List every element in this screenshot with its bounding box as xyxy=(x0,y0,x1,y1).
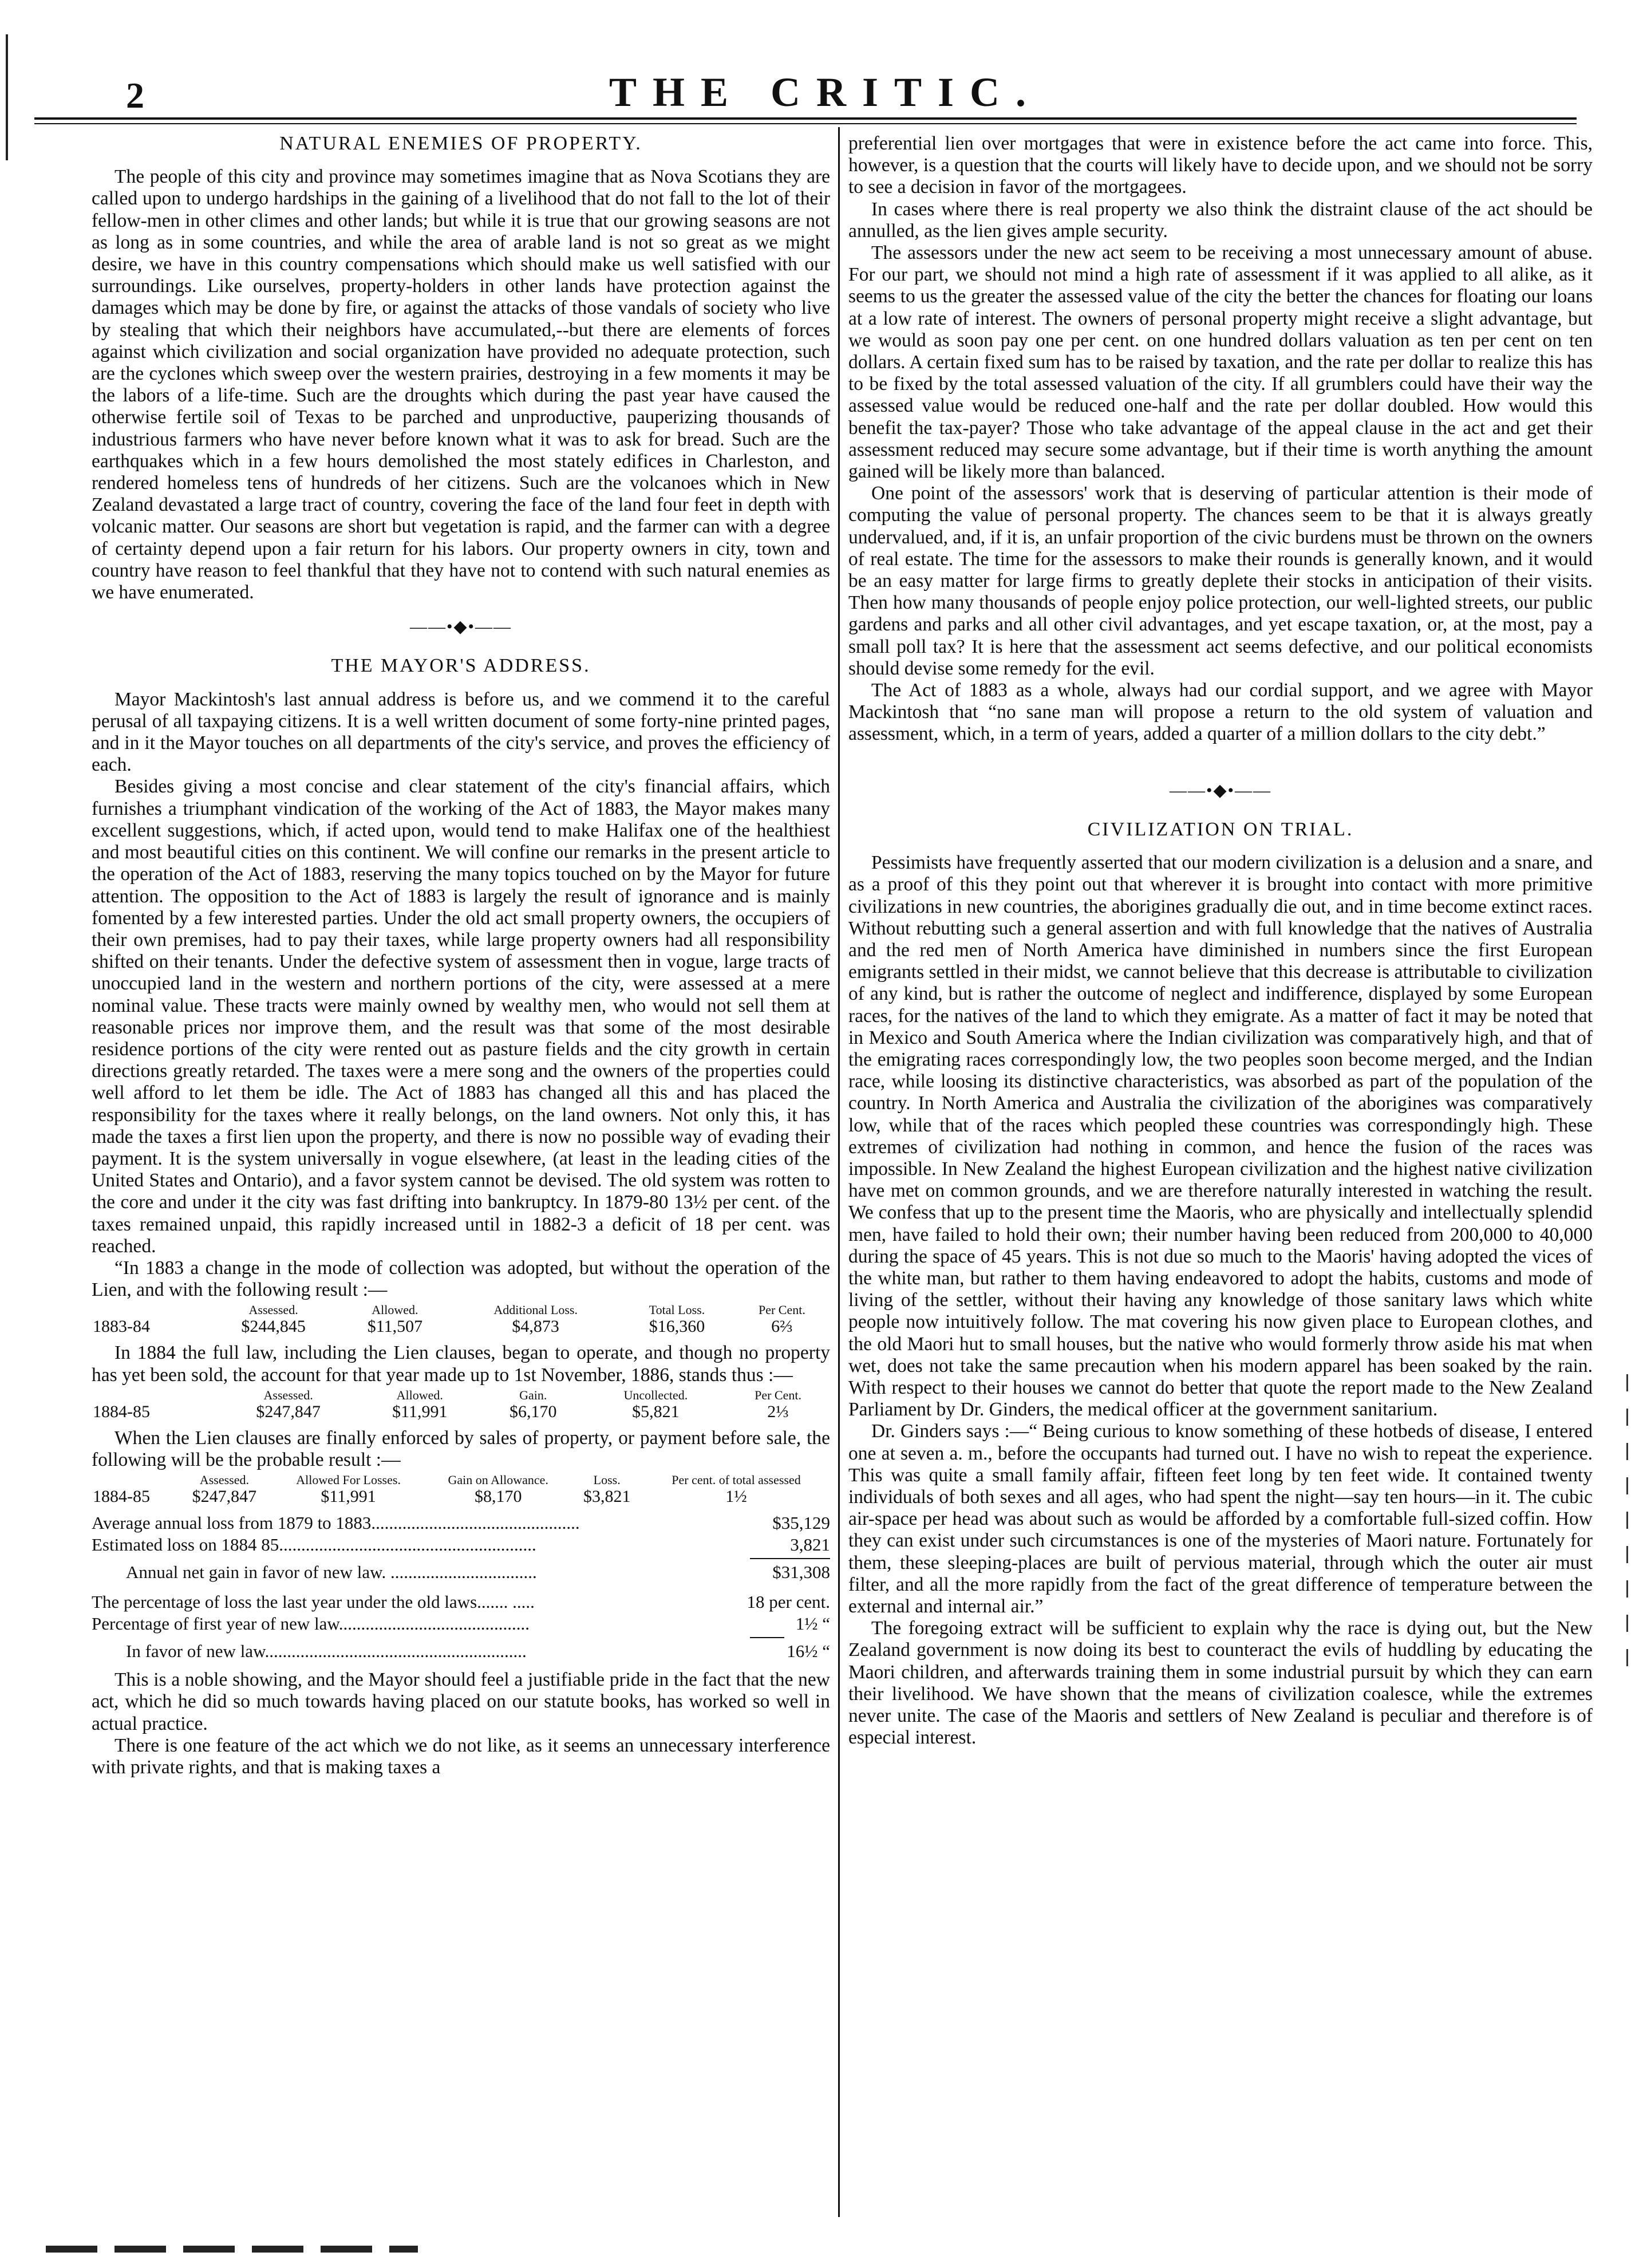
sum-rule xyxy=(750,1637,784,1638)
summary-value: 3,821 xyxy=(790,1535,830,1555)
table-header: Allowed. xyxy=(372,1303,418,1318)
scan-edge-mark xyxy=(6,34,8,160)
table-header: Uncollected. xyxy=(623,1387,688,1402)
table-cell: $8,170 xyxy=(474,1487,522,1506)
table-header: Assessed. xyxy=(263,1387,313,1402)
table-cell: 1884-85 xyxy=(93,1487,150,1506)
article-paragraph: The foregoing extract will be sufficient to explain why the race is dying out, but the New Zealand government is now doing its best to counteract the evils of huddling by educating the Maori children, and afterwards training them in some industrial pursuit by which they can earn their livelihood. We have shown that the means of civilization coalesce, while the extremes never unite. The case of the Maoris and settlers of New Zealand is peculiar and therefore is of especial interest. xyxy=(848,1618,1593,1749)
table-row xyxy=(92,1487,830,1506)
table-cell: 2⅓ xyxy=(767,1402,789,1421)
table-cell: 6⅔ xyxy=(771,1317,793,1336)
table-row xyxy=(92,1317,830,1336)
summary-line xyxy=(92,1561,830,1583)
summary-label: In favor of new law........................................................... xyxy=(126,1641,527,1662)
masthead xyxy=(34,63,1617,126)
table-cell: $244,845 xyxy=(241,1317,306,1336)
table-header: Per cent. of total assessed xyxy=(672,1473,801,1488)
table-row xyxy=(92,1402,830,1422)
table-header: Per Cent. xyxy=(758,1303,805,1318)
summary-label: Percentage of first year of new law........................................... xyxy=(92,1614,530,1634)
table-header: Assessed. xyxy=(199,1473,249,1488)
table-cell: 1883-84 xyxy=(93,1317,150,1336)
article-paragraph: This is a noble showing, and the Mayor should feel a justifiable pride in the fact that the new act, which he did so much towards having placed on our statute books, has worked so well in actual practice. xyxy=(92,1669,830,1734)
table-header xyxy=(92,1473,177,1487)
summary-line xyxy=(92,1640,830,1662)
page-number: 2 xyxy=(126,75,144,116)
article-paragraph: In cases where there is real property we also think the distraint clause of the act should be annulled, as the lien gives ample security. xyxy=(848,198,1593,242)
article-paragraph: When the Lien clauses are finally enforced by sales of property, or payment before sale, the following will be the probable result :— xyxy=(92,1427,830,1470)
article-title-civilization: CIVILIZATION ON TRIAL. xyxy=(1087,818,1354,840)
masthead-rule xyxy=(34,117,1577,120)
article-paragraph: One point of the assessors' work that is deserving of particular attention is their mode of computing the value of personal property. The chances seem to be that it is always greatly undervalued, and, if it is, an unfair proportion of the civic burdens must be thrown on the owners of real estate. The time for the assessors to make their rounds is generally known, and it would be an easy matter for large firms to greatly deplete their stocks in anticipation of their visits. Then how many thousands of people enjoy police protection, our well-lighted streets, our public gardens and parks and all other civil advantages, and yet escape taxation, or, at the most, pay a small poll tax? It is here that the assessment act seems defective, and our political economists should devise some remedy for the evil. xyxy=(848,483,1593,679)
figures-table-1884 xyxy=(92,1389,830,1422)
article-paragraph: Besides giving a most concise and clear statement of the city's financial affairs, which furnishes a triumphant vindication of the working of the Act of 1883, the Mayor makes many excellent suggestions, which, if acted upon, would tend to make Halifax one of the healthiest and most beautiful cities on this continent. We will confine our remarks in the present article to the operation of the Act of 1883, reserving the many topics touched on by the Mayor for future attention. The opposition to the Act of 1883 is largely the result of ignorance and is mainly fomented by a few interested parties. Under the old act small property owners, the occupiers of their own premises, had to pay their taxes, while large property owners had all responsibility shifted on their tenants. Under the defective system of assessment then in vogue, large tracts of unoccupied land in the western and northern portions of the city, were assessed at a mere nominal value. These tracts were mainly owned by wealthy men, who would not sell them at reasonable prices nor improve them, and the result was that some of the most desirable residence portions of the city were rented out as pasture fields and the city growth in certain directions greatly retarded. The taxes were a mere song and the owners of the properties could well afford to let them be idle. The Act of 1883 has changed all this and has placed the responsibility for the taxes where it really belongs, on the land owners. Not only this, it has made the taxes a first lien upon the property, and there is now no possible way of evading their payment. It is the system universally in vogue elsewhere, (at least in the leading cities of the United States and Ontario), and a favor system cannot be devised. The old system was rotten to the core and under it the city was fast drifting into bankruptcy. In 1879-80 13½ per cent. of the taxes remained unpaid, this rapidly increased until in 1882-3 a deficit of 18 per cent. was reached. xyxy=(92,776,830,1257)
table-cell: $11,507 xyxy=(367,1317,423,1336)
scan-edge-mark xyxy=(1626,1374,1628,1672)
section-ornament: ——•◆•—— xyxy=(409,617,512,637)
table-header: Allowed. xyxy=(396,1387,443,1402)
article-paragraph: Pessimists have frequently asserted that our modern civilization is a delusion and a snare, and as a proof of this they point out that wherever it is brought into contact with more primitive civilizations in new countries, the aborigines gradually die out, and in time become extinct races. Without rebutting such a general assertion and with full knowledge that the natives of Australia and the red men of North America have diminished in numbers since the first European emigrants settled in their midst, we cannot believe that this decrease is attributable to civilization of any kind, but is rather the outcome of neglect and indifference, displayed by some European races, for the natives of the land to which they emigrate. As a matter of fact it may be noted that in Mexico and South America where the Indian civilization was comparatively high, and that of the emigrating races correspondingly low, the two peoples soon become merged, and the Indian race, while loosing its distinctive characteristics, was absorbed as part of the population of the country. In North America and Australia the civilization of the aborigines was comparatively low, while that of the races which peopled these countries was correspondingly high. These extremes of civilization had nothing in common, and hence the fusion of the races was impossible. In New Zealand the highest European civilization and the highest native civilization have met on common grounds, and we are therefore naturally interested in watching the result. We confess that up to the present time the Maoris, who are physically and intellectually splendid men, have failed to hold their own; their number having been reduced from 200,000 to 40,000 during the space of 45 years. This is not due so much to the Maoris' having adopted the vices of the white man, but rather to them having endeavored to adopt the habits, customs and mode of living of the settler, without their having any knowledge of those sanitary laws which white people now intuitively follow. The mat covering his now given place to European clothes, and the old Maori hut to small houses, but the native who would formerly throw aside his mat when wet, does not take the same precaution when his modern apparel has been soaked by the rain. With respect to their houses we cannot do better that quote the report made to the New Zealand Parliament by Dr. Ginders, the medical officer at the government sanitarium. xyxy=(848,852,1593,1421)
summary-label: Annual net gain in favor of new law. ................................. xyxy=(126,1562,537,1583)
table-header: Allowed For Losses. xyxy=(296,1473,401,1488)
table-header: Gain. xyxy=(519,1387,547,1402)
table-header: Loss. xyxy=(593,1473,621,1488)
table-cell: 1½ xyxy=(725,1487,747,1506)
summary-line xyxy=(92,1591,830,1613)
table-cell: $4,873 xyxy=(512,1317,559,1336)
table-header: Additional Loss. xyxy=(493,1303,578,1318)
summary-line xyxy=(92,1613,830,1635)
table-header: Assessed. xyxy=(248,1303,298,1318)
table-cell: $6,170 xyxy=(509,1402,557,1421)
table-header: Per Cent. xyxy=(755,1387,801,1402)
summary-value: $35,129 xyxy=(772,1513,830,1533)
article-paragraph: There is one feature of the act which we do not like, as it seems an unnecessary interference with private rights, and that is making taxes a xyxy=(92,1734,830,1778)
table-cell: $247,847 xyxy=(256,1402,321,1421)
summary-label: The percentage of loss the last year under the old laws....... ..... xyxy=(92,1592,535,1612)
sum-rule xyxy=(750,1558,830,1559)
article-paragraph: “In 1883 a change in the mode of collection was adopted, but without the operation of the Lien, and with the following result :— xyxy=(92,1257,830,1301)
article-paragraph: Mayor Mackintosh's last annual address is before us, and we commend it to the careful perusal of all taxpaying citizens. It is a well written document of some forty-nine printed pages, and in it the Mayor touches on all departments of the city's service, and proves the efficiency of each. xyxy=(92,688,830,776)
article-paragraph: The people of this city and province may sometimes imagine that as Nova Scotians they are called upon to undergo hardships in the gaining of a livelihood that do not fall to the lot of their fellow-men in other climes and other lands; but while it is true that our growing seasons are not as long as in some countries, and while the area of arable land is not so great as we might desire, we have in this country compensations which should make us well satisfied with our surroundings. Like ourselves, property-holders in other lands have protection against the damages which may be done by fire, or against the attacks of those vandals of society who live by stealing that which their neighbors have accumulated,--but there are elements of forces against which civilization and social organization have provided no adequate protection, such are the cyclones which sweep over the western prairies, destroying in a few moments it may be the labors of a life-time. Such are the droughts which during the past year have caused the otherwise fertile soil of Texas to be parched and unproductive, pauperizing thousands of industrious farmers who have never before known what it was to ask for bread. Such are the earthquakes which in a few hours demolished the most stately edifices in Charleston, and rendered homeless tens of hundreds of her citizens. Such are the volcanoes which in New Zealand devastated a large tract of country, covering the face of the land four feet in depth with volcanic matter. Our seasons are short but vegetation is rapid, and the farmer can with a degree of certainty depend upon a fair return for his labors. Our property owners in city, town and country have reason to feel thankful that they have not to contend with such natural enemies as we have enumerated. xyxy=(92,166,830,604)
article-title-natural-enemies: NATURAL ENEMIES OF PROPERTY. xyxy=(279,133,642,154)
left-column xyxy=(92,133,830,1778)
newspaper-title: THE CRITIC. xyxy=(609,69,1042,115)
figures-table-1883 xyxy=(92,1303,830,1336)
article-paragraph: The Act of 1883 as a whole, always had our cordial support, and we agree with Mayor Mackintosh that “no sane man will propose a return to the old system of valuation and assessment, which, in a term of years, added a quarter of a million dollars to the city debt.” xyxy=(848,680,1593,745)
article-title-mayors-address: THE MAYOR'S ADDRESS. xyxy=(331,655,591,677)
summary-value: $31,308 xyxy=(772,1562,830,1583)
article-paragraph: Dr. Ginders says :—“ Being curious to know something of these hotbeds of disease, I entered one at seven a. m., before the occupants had turned out. I have no wish to repeat the experience. This was quite a small family affair, fifteen feet long by ten feet wide. It contained twenty individuals of both sexes and all ages, who had spent the night—say ten hours—in it. The cubic air-space per head was about such as would be afforded by a comfortable full-sized coffin. How they can exist under such circumstances is one of the mysteries of Maori nature. Fortunately for them, these sleeping-places are built of pervious material, through which the outer air must filter, and all the more rapidly from the fact of the great difference of temperature between the external and internal air.” xyxy=(848,1421,1593,1617)
summary-value: 1½ “ xyxy=(795,1614,830,1634)
summary-line xyxy=(92,1512,830,1534)
summary-label: Average annual loss from 1879 to 1883............................................... xyxy=(92,1513,580,1533)
table-header: Total Loss. xyxy=(649,1303,705,1318)
summary-label: Estimated loss on 1884 85.......................................................... xyxy=(92,1535,536,1555)
table-cell: $11,991 xyxy=(321,1487,376,1506)
summary-value: 16½ “ xyxy=(787,1641,830,1662)
table-cell: $16,360 xyxy=(649,1317,705,1336)
table-cell: 1884-85 xyxy=(93,1402,150,1421)
column-divider xyxy=(838,127,840,2217)
table-cell: $3,821 xyxy=(583,1487,631,1506)
figures-table-probable xyxy=(92,1473,830,1506)
article-paragraph: The assessors under the new act seem to be receiving a most unnecessary amount of abuse. For our part, we should not mind a high rate of assessment if it was applied to all alike, as it seems to us the greater the assessed value of the city the better the chances for floating our loans at a low rate of interest. The owners of personal property might receive a slight advantage, but we would as soon pay one per cent. on one hundred dollars valuation as ten per cent on ten dollars. A certain fixed sum has to be raised by taxation, and the rate per dollar to realize this has to be fixed by the total assessed valuation of the city. If all grumblers could have their way the assessed value would be reduced one-half and the rate per dollar doubled. How would this benefit the tax-payer? Those who take advantage of the appeal clause in the act and get their assessment reduced may secure some advantage, but if their time is worth anything the amount gained will be likely more than balanced. xyxy=(848,242,1593,483)
table-header: Gain on Allowance. xyxy=(448,1473,548,1488)
bottom-scan-strip xyxy=(46,2246,418,2253)
right-column xyxy=(848,133,1593,1749)
table-cell: $11,991 xyxy=(392,1402,448,1421)
table-cell: $5,821 xyxy=(632,1402,680,1421)
article-paragraph: In 1884 the full law, including the Lien clauses, began to operate, and though no property has yet been sold, the account for that year made up to 1st November, 1886, stands thus :— xyxy=(92,1342,830,1386)
masthead-rule-thin xyxy=(34,123,1577,124)
summary-value: 18 per cent. xyxy=(746,1592,830,1612)
table-cell: $247,847 xyxy=(192,1487,257,1506)
section-ornament: ——•◆•—— xyxy=(1169,780,1272,800)
article-paragraph: preferential lien over mortgages that were in existence before the act came into force. This, however, is a question that the courts will likely have to decide upon, and we should not be sorry to see a decision in favor of the mortgagees. xyxy=(848,133,1593,198)
summary-line xyxy=(92,1534,830,1556)
table-header xyxy=(92,1303,208,1317)
table-header xyxy=(92,1389,218,1402)
